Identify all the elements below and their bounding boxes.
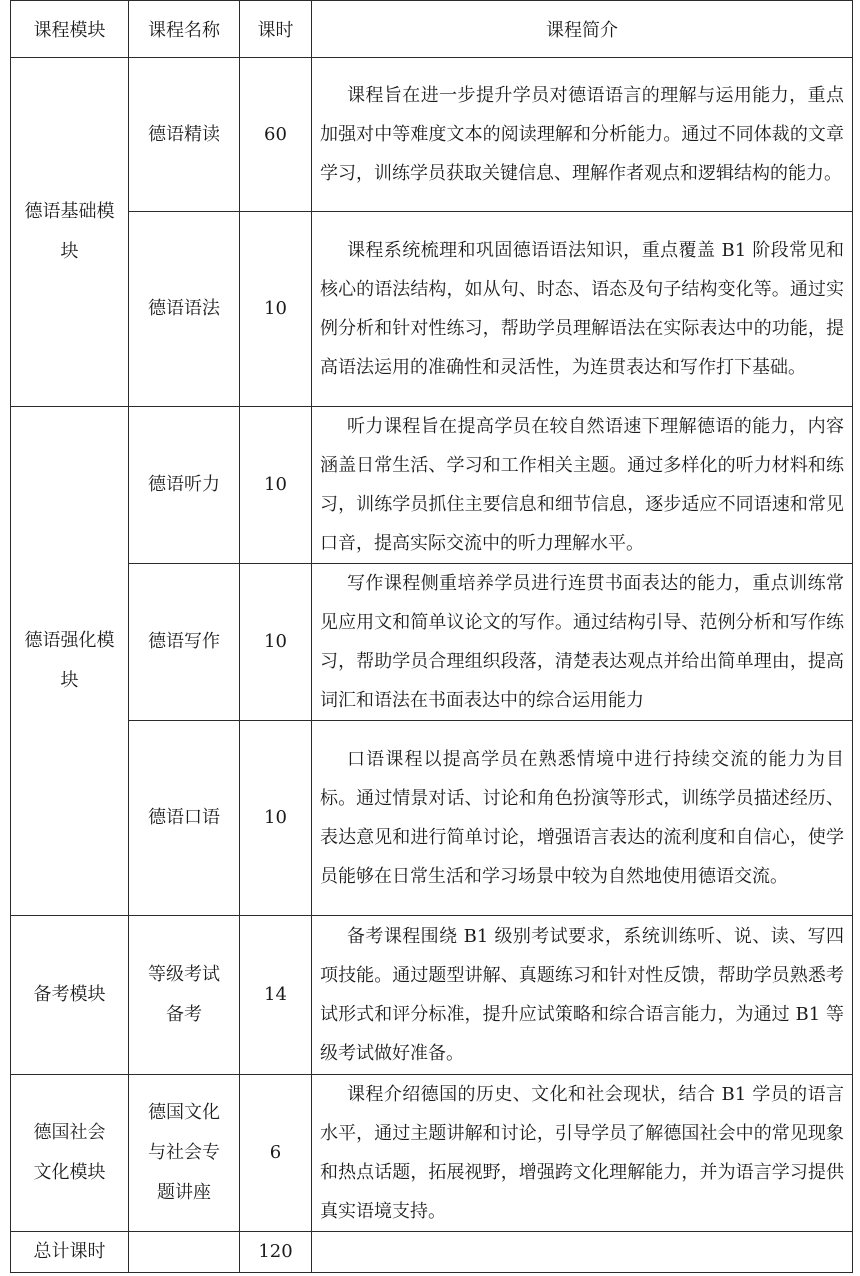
course-hours: 10 <box>240 212 312 407</box>
header-module: 课程模块 <box>11 1 129 58</box>
course-intro: 听力课程旨在提高学员在较自然语速下理解德语的能力，内容涵盖日常生活、学习和工作相关主题。通过多样化的听力材料和练习，训练学员抓住主要信息和细节信息，逐步适应不同语速和常见口音，提高实际交流中的听力理解水平。 <box>312 407 853 564</box>
course-hours: 14 <box>240 916 312 1075</box>
course-name-cell <box>129 1075 240 1232</box>
course-name-cell <box>129 58 240 212</box>
total-label: 总计课时 <box>11 1232 129 1273</box>
module-cell <box>11 58 129 407</box>
table-row <box>11 916 853 1075</box>
course-name-cell <box>129 564 240 721</box>
header-intro: 课程简介 <box>312 1 853 58</box>
course-hours: 60 <box>240 58 312 212</box>
course-name: 德语精读 <box>148 123 220 145</box>
total-empty-name <box>129 1232 240 1273</box>
table-row <box>11 564 853 721</box>
course-name-cell <box>129 407 240 564</box>
total-hours: 120 <box>240 1232 312 1273</box>
header-hours: 课时 <box>240 1 312 58</box>
module-name: 德语强化模块 <box>24 630 115 691</box>
course-name-cell <box>129 721 240 916</box>
total-empty-intro <box>312 1232 853 1273</box>
module-cell <box>11 1075 129 1232</box>
table-row <box>11 212 853 407</box>
course-hours: 10 <box>240 721 312 916</box>
course-intro: 口语课程以提高学员在熟悉情境中进行持续交流的能力为目标。通过情景对话、讨论和角色扮演等形式，训练学员描述经历、表达意见和进行简单讨论，增强语言表达的流利度和自信心，使学员能够在日常生活和学习场景中较为自然地使用德语交流。 <box>312 721 853 916</box>
course-hours: 10 <box>240 407 312 564</box>
course-intro: 课程系统梳理和巩固德语语法知识，重点覆盖 B1 阶段常见和核心的语法结构，如从句、时态、语态及句子结构变化等。通过实例分析和针对性练习，帮助学员理解语法在实际表达中的功能，提高语法运用的准确性和灵活性，为连贯表达和写作打下基础。 <box>312 212 853 407</box>
module-cell <box>11 916 129 1075</box>
course-name: 德国文化与社会专题讲座 <box>148 1102 220 1203</box>
table-row <box>11 407 853 564</box>
course-name-cell <box>129 916 240 1075</box>
total-row <box>11 1232 853 1273</box>
table-header-row <box>11 1 853 58</box>
module-name: 德语基础模块 <box>24 201 115 262</box>
course-name: 德语语法 <box>148 298 220 319</box>
course-name: 德语写作 <box>148 631 220 652</box>
course-table <box>10 0 853 1273</box>
table-row <box>11 721 853 916</box>
course-hours: 6 <box>240 1075 312 1232</box>
table-row <box>11 1075 853 1232</box>
course-intro: 写作课程侧重培养学员进行连贯书面表达的能力，重点训练常见应用文和简单议论文的写作。通过结构引导、范例分析和写作练习，帮助学员合理组织段落，清楚表达观点并给出简单理由，提高词汇和语法在书面表达中的综合运用能力 <box>312 564 853 721</box>
course-hours: 10 <box>240 564 312 721</box>
course-intro: 课程介绍德国的历史、文化和社会现状，结合 B1 学员的语言水平，通过主题讲解和讨论，引导学员了解德国社会中的常见现象和热点话题，拓展视野，增强跨文化理解能力，并为语言学习提供真实语境支持。 <box>312 1075 853 1232</box>
header-course-name: 课程名称 <box>129 1 240 58</box>
course-intro: 课程旨在进一步提升学员对德语语言的理解与运用能力，重点加强对中等难度文本的阅读理解和分析能力。通过不同体裁的文章学习，训练学员获取关键信息、理解作者观点和逻辑结构的能力。 <box>312 58 853 212</box>
course-intro: 备考课程围绕 B1 级别考试要求，系统训练听、说、读、写四项技能。通过题型讲解、真题练习和针对性反馈，帮助学员熟悉考试形式和评分标准，提升应试策略和综合语言能力，为通过 B1 等级考试做好准备。 <box>312 916 853 1075</box>
course-name: 等级考试备考 <box>148 964 220 1025</box>
course-name: 德语听力 <box>148 474 220 495</box>
course-name-cell <box>129 212 240 407</box>
module-name: 德国社会文化模块 <box>33 1122 106 1183</box>
course-name: 德语口语 <box>148 807 220 828</box>
module-name: 备考模块 <box>33 984 106 1005</box>
module-cell <box>11 407 129 916</box>
table-row <box>11 58 853 212</box>
